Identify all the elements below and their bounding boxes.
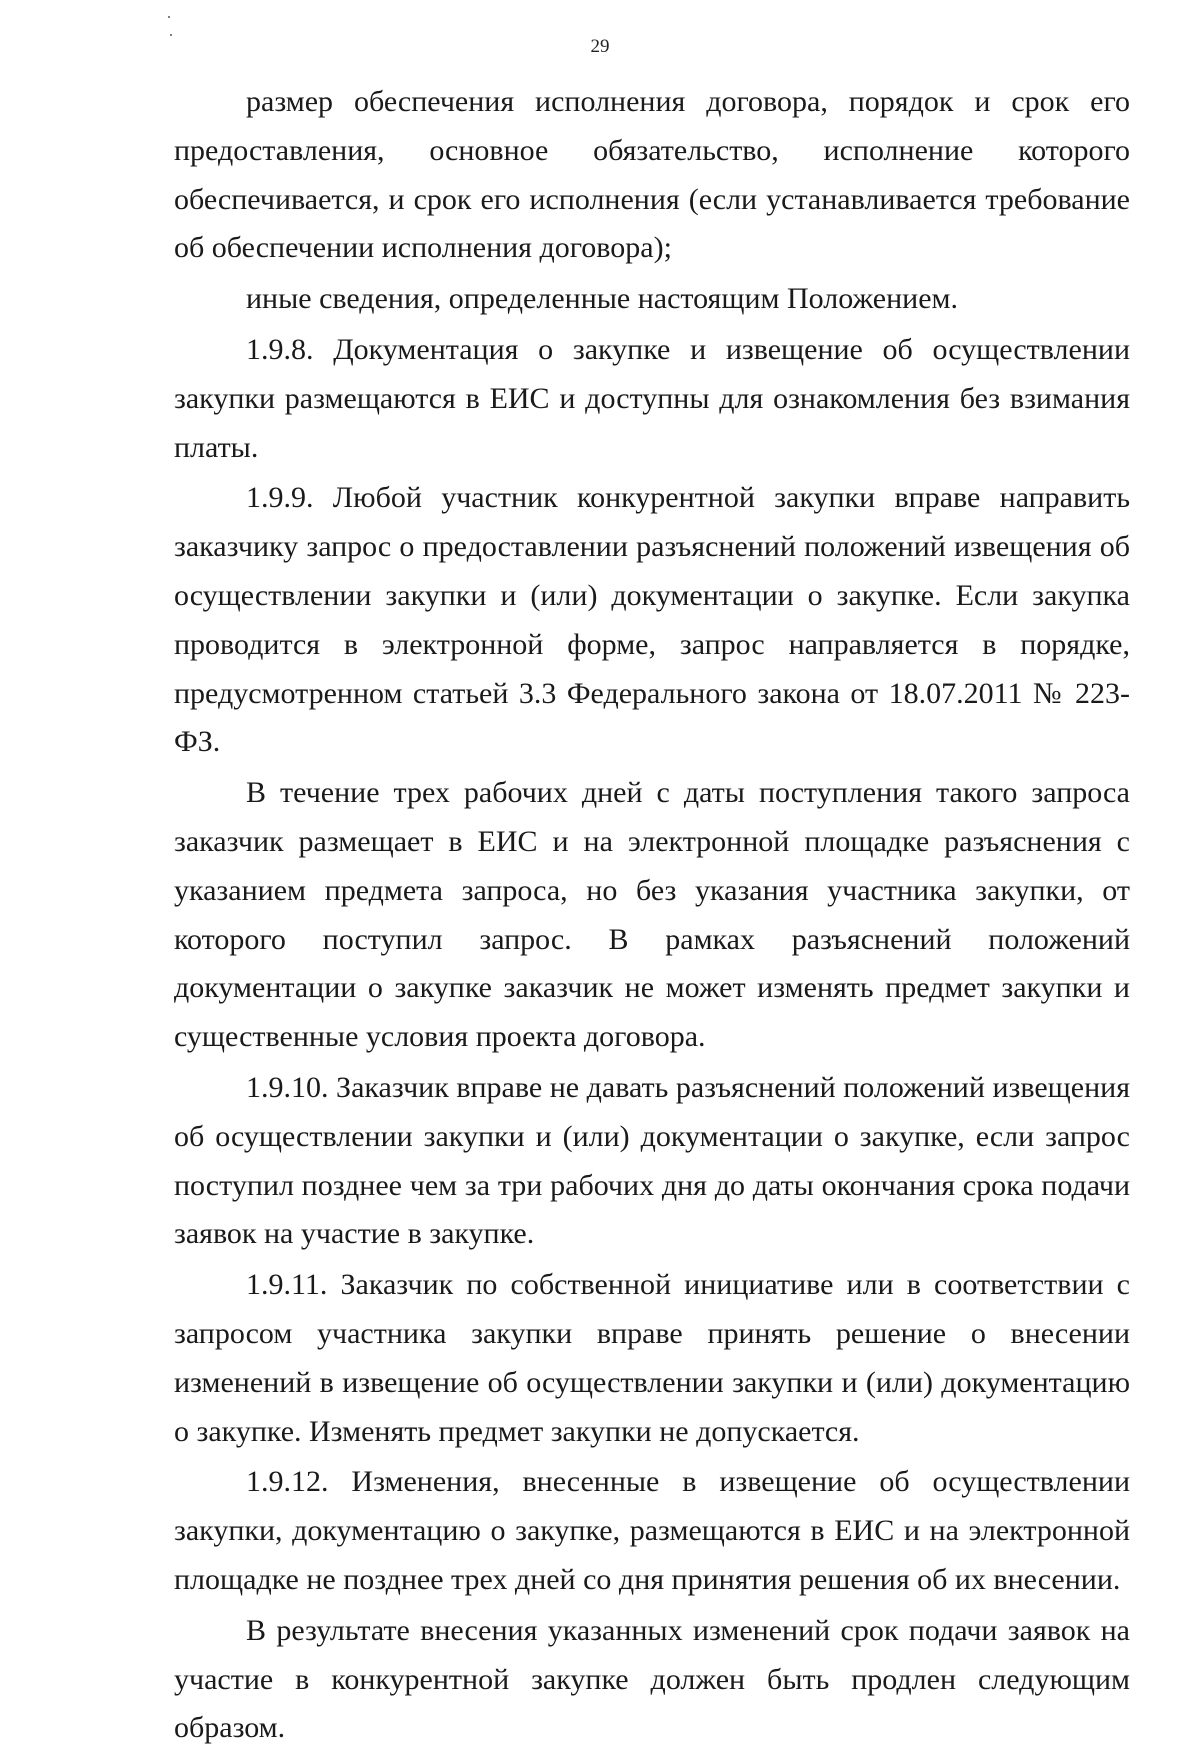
paragraph-deadline-extension: В результате внесения указанных изменений срок подачи заявок на участие в конкурентной закупке должен быть продлен следующим образом.: [174, 1613, 1130, 1745]
paragraph-1-9-11: 1.9.11. Заказчик по собственной инициативе или в соответствии с запросом участника закупки вправе принять решение о внесении изменений в извещение об осуществлении закупки и (или) документацию о закупке. Изменять предмет закупки не допускается.: [174, 1268, 1130, 1448]
paragraph-1-9-12: 1.9.12. Изменения, внесенные в извещение об осуществлении закупки, документацию о закупке, размещаются в ЕИС и на электронной площадке не позднее трех дней со дня принятия решения об их внесении.: [174, 1465, 1130, 1596]
scan-speck: [168, 16, 170, 18]
paragraph-1-9-10: 1.9.10. Заказчик вправе не давать разъяснений положений извещения об осуществлении закупки и (или) документации о закупке, если запрос поступил позднее чем за три рабочих дня до даты окончания срока подачи заявок на участие в закупке.: [174, 1070, 1130, 1251]
paragraph-1-9-8: 1.9.8. Документация о закупке и извещение об осуществлении закупки размещаются в ЕИС и доступны для ознакомления без взимания платы.: [174, 332, 1130, 464]
paragraph-clarification-terms: В течение трех рабочих дней с даты поступления такого запроса заказчик размещает в ЕИС и на электронной площадке разъяснения с указанием предмета запроса, но без указания участника закупки, от которого поступил запрос. В рамках разъяснений положений документации о закупке заказчик не может изменять предмет закупки и существенные условия проекта договора.: [174, 776, 1130, 1054]
paragraph-1-9-9: 1.9.9. Любой участник конкурентной закупки вправе направить заказчику запрос о предоставлении разъяснений положений извещения об осуществлении закупки и (или) документации о закупке. Если закупка проводится в электронной форме, запрос направляется в порядке, предусмотренном статьей 3.3 Федерального закона от 18.07.2011 № 223-ФЗ.: [174, 481, 1130, 759]
document-body: [174, 78, 1130, 1753]
page-number: 29: [590, 36, 610, 57]
paragraph-other-info: иные сведения, определенные настоящим Положением.: [246, 282, 959, 316]
paragraph-security-amount: размер обеспечения исполнения договора, порядок и срок его предоставления, основное обязательство, исполнение которого обеспечивается, и срок его исполнения (если устанавливается требование об обеспечении исполнения договора);: [174, 85, 1130, 265]
